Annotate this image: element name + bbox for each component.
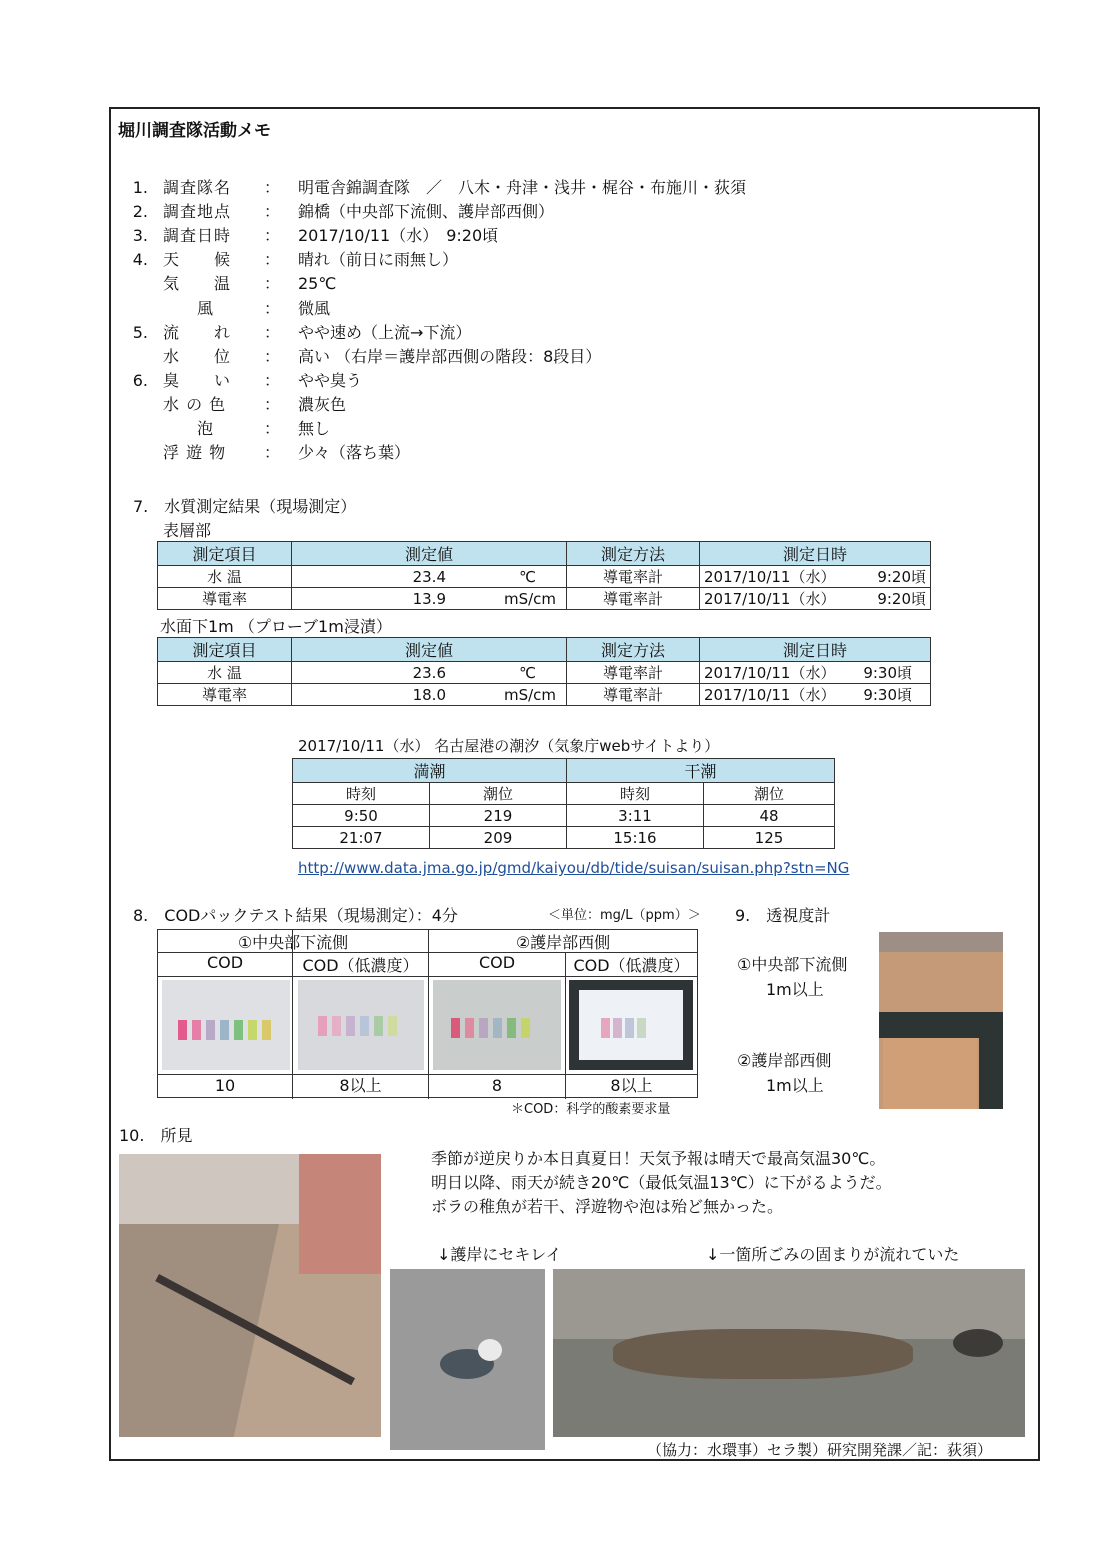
item-colon: ： xyxy=(264,395,281,414)
item-label: 臭 い xyxy=(163,371,232,390)
item-label: 浮 遊 物 xyxy=(163,443,227,462)
wagtail-photo xyxy=(390,1269,545,1450)
cell-item: 導電率 xyxy=(158,684,292,706)
cell-method: 導電率計 xyxy=(567,566,700,588)
col-method: 測定方法 xyxy=(567,638,700,662)
time-text: 9:30頃 xyxy=(863,664,912,682)
cod-site1-header: ①中央部下流側 xyxy=(158,930,429,953)
transparency-site2-value: 1m以上 xyxy=(766,1076,824,1095)
item-colon: ： xyxy=(264,202,281,221)
cell-item: 水 温 xyxy=(158,662,292,684)
transparency-meter-photo xyxy=(879,932,1003,1109)
item-colon: ： xyxy=(264,274,281,293)
page-title: 堀川調査隊活動メモ xyxy=(118,121,271,141)
transparency-site1: ①中央部下流側 xyxy=(737,955,848,974)
item-label: 調査地点 xyxy=(163,202,232,221)
cell-low-level: 125 xyxy=(704,827,835,849)
item-value: 明電舎錦調査隊 ／ 八木・舟津・浅井・梶谷・布施川・荻須 xyxy=(298,178,747,197)
cod-value-4: 8以上 xyxy=(610,1076,653,1095)
finding-line-2: 明日以降、雨天が続き20℃（最低気温13℃）に下がるようだ。 xyxy=(431,1173,892,1192)
caption-debris: ↓一箇所ごみの固まりが流れていた xyxy=(706,1245,960,1264)
item-colon: ： xyxy=(264,178,281,197)
date-text: 2017/10/11（水） xyxy=(704,568,836,586)
cell-high-time: 9:50 xyxy=(293,805,430,827)
section10-heading: 10. 所見 xyxy=(119,1126,193,1145)
item-label: 気 温 xyxy=(163,274,232,293)
item-colon: ： xyxy=(264,347,281,366)
col-datetime: 測定日時 xyxy=(700,638,931,662)
cell-low-level: 48 xyxy=(704,805,835,827)
item-label: 調査隊名 xyxy=(163,178,232,197)
cell-high-level: 209 xyxy=(430,827,567,849)
depth-label: 水面下1m （プローブ1m浸漬） xyxy=(160,617,392,636)
item-number: 6. xyxy=(132,371,148,390)
value-unit: ℃ xyxy=(519,567,536,586)
item-colon: ： xyxy=(264,323,281,342)
cell-datetime xyxy=(700,566,931,588)
value-number: 18.0 xyxy=(412,685,446,704)
table-row xyxy=(158,684,931,706)
time-text: 9:20頃 xyxy=(877,568,926,586)
cell-datetime xyxy=(700,684,931,706)
table-row xyxy=(158,662,931,684)
item-value: 無し xyxy=(298,419,331,438)
cod-site2-header: ②護岸部西側 xyxy=(429,930,697,953)
tide-col-level: 潮位 xyxy=(430,783,567,805)
floating-debris-photo xyxy=(553,1269,1025,1437)
item-number: 2. xyxy=(132,202,148,221)
value-number: 13.9 xyxy=(412,589,446,608)
cod-note: ＊COD：科学的酸素要求量 xyxy=(511,1102,671,1117)
value-unit: ℃ xyxy=(519,663,536,682)
item-number: 3. xyxy=(132,226,148,245)
cod-value-2: 8以上 xyxy=(339,1076,382,1095)
tide-high-header: 満潮 xyxy=(293,759,567,783)
table-row xyxy=(293,805,835,827)
date-text: 2017/10/11（水） xyxy=(704,590,836,608)
finding-line-3: ボラの稚魚が若干、浮遊物や泡は殆ど無かった。 xyxy=(431,1197,784,1216)
cell-high-time: 21:07 xyxy=(293,827,430,849)
cell-method: 導電率計 xyxy=(567,662,700,684)
cod-photo-3 xyxy=(433,980,561,1070)
cell-item: 導電率 xyxy=(158,588,292,610)
item-label: 風 xyxy=(163,299,215,318)
item-number: 5. xyxy=(132,323,148,342)
finding-line-1: 季節が逆戻りか本日真夏日！天気予報は晴天で最高気温30℃。 xyxy=(431,1149,886,1168)
cell-item: 水 温 xyxy=(158,566,292,588)
table-row xyxy=(293,827,835,849)
item-colon: ： xyxy=(264,299,281,318)
cod-unit: ＜単位：mg/L（ppm）＞ xyxy=(548,908,701,923)
table-row xyxy=(158,588,931,610)
col-datetime: 測定日時 xyxy=(700,542,931,566)
time-text: 9:30頃 xyxy=(863,686,912,704)
cell-value xyxy=(292,684,567,706)
tide-table xyxy=(292,758,835,849)
item-value: やや臭う xyxy=(298,371,363,390)
tide-col-level: 潮位 xyxy=(704,783,835,805)
value-unit: mS/cm xyxy=(503,685,556,704)
time-text: 9:20頃 xyxy=(877,590,926,608)
item-colon: ： xyxy=(264,250,281,269)
item-value: 濃灰色 xyxy=(298,395,347,414)
tide-col-time: 時刻 xyxy=(567,783,704,805)
jma-tide-link[interactable]: http://www.data.jma.go.jp/gmd/kaiyou/db/tide/suisan/suisan.php?stn=NG xyxy=(298,859,850,877)
cod-photo-2 xyxy=(298,980,424,1070)
item-colon: ： xyxy=(264,226,281,245)
river-bank-photo xyxy=(119,1154,381,1437)
value-number: 23.6 xyxy=(412,663,446,682)
cell-value xyxy=(292,662,567,684)
item-colon: ： xyxy=(264,371,281,390)
item-value: 高い （右岸＝護岸部西側の階段：8段目） xyxy=(298,347,602,366)
cod-photo-1 xyxy=(162,980,290,1070)
cod-value-1: 10 xyxy=(214,1076,236,1095)
section8-heading: 8. CODパックテスト結果（現場測定）：4分 xyxy=(133,906,458,925)
item-value: 25℃ xyxy=(298,274,337,293)
cell-low-time: 3:11 xyxy=(567,805,704,827)
item-colon: ： xyxy=(264,443,281,462)
item-number: 4. xyxy=(132,250,148,269)
col-item: 測定項目 xyxy=(158,638,292,662)
cod-photo-4 xyxy=(569,980,693,1070)
cod-table xyxy=(157,929,698,1098)
section7-heading: 7. 水質測定結果（現場測定） xyxy=(133,497,357,516)
col-method: 測定方法 xyxy=(567,542,700,566)
cod-value-3: 8 xyxy=(491,1076,503,1095)
section9-heading: 9. 透視度計 xyxy=(735,906,831,925)
item-value: 晴れ（前日に雨無し） xyxy=(298,250,459,269)
cell-low-time: 15:16 xyxy=(567,827,704,849)
item-value: 少々（落ち葉） xyxy=(298,443,411,462)
item-value: 錦橋（中央部下流側、護岸部西側） xyxy=(298,202,555,221)
tide-low-header: 干潮 xyxy=(567,759,835,783)
item-colon: ： xyxy=(264,419,281,438)
item-value: 微風 xyxy=(298,299,331,318)
transparency-site1-value: 1m以上 xyxy=(766,980,824,999)
item-label: 泡 xyxy=(163,419,215,438)
cod-col-cod: COD xyxy=(158,953,293,977)
col-value: 測定値 xyxy=(292,638,567,662)
date-text: 2017/10/11（水） xyxy=(704,686,836,704)
surface-label: 表層部 xyxy=(163,521,212,540)
date-text: 2017/10/11（水） xyxy=(704,664,836,682)
surface-table xyxy=(157,541,931,610)
cod-col-cod-low: COD（低濃度） xyxy=(293,953,429,977)
cell-method: 導電率計 xyxy=(567,588,700,610)
item-label: 水 の 色 xyxy=(163,395,227,414)
cell-value xyxy=(292,566,567,588)
value-unit: mS/cm xyxy=(503,589,556,608)
item-value: 2017/10/11（水） 9:20頃 xyxy=(298,226,499,245)
caption-wagtail: ↓護岸にセキレイ xyxy=(437,1245,562,1264)
tide-col-time: 時刻 xyxy=(293,783,430,805)
item-label: 調査日時 xyxy=(163,226,232,245)
cod-col-cod-low: COD（低濃度） xyxy=(566,953,697,977)
item-label: 流 れ xyxy=(163,323,232,342)
cell-datetime xyxy=(700,662,931,684)
depth-table xyxy=(157,637,931,706)
col-value: 測定値 xyxy=(292,542,567,566)
item-label: 水 位 xyxy=(163,347,232,366)
item-number: 1. xyxy=(132,178,148,197)
item-value: やや速め（上流→下流） xyxy=(298,323,472,342)
tide-title: 2017/10/11（水） 名古屋港の潮汐（気象庁webサイトより） xyxy=(298,737,720,755)
col-item: 測定項目 xyxy=(158,542,292,566)
cell-datetime xyxy=(700,588,931,610)
cell-method: 導電率計 xyxy=(567,684,700,706)
cell-value xyxy=(292,588,567,610)
credit-line: （協力：水環事）セラ製）研究開発課／記：荻須） xyxy=(647,1441,993,1459)
value-number: 23.4 xyxy=(412,567,446,586)
cod-col-cod: COD xyxy=(429,953,566,977)
cell-high-level: 219 xyxy=(430,805,567,827)
transparency-site2: ②護岸部西側 xyxy=(737,1051,832,1070)
table-row xyxy=(158,566,931,588)
item-label: 天 候 xyxy=(163,250,232,269)
